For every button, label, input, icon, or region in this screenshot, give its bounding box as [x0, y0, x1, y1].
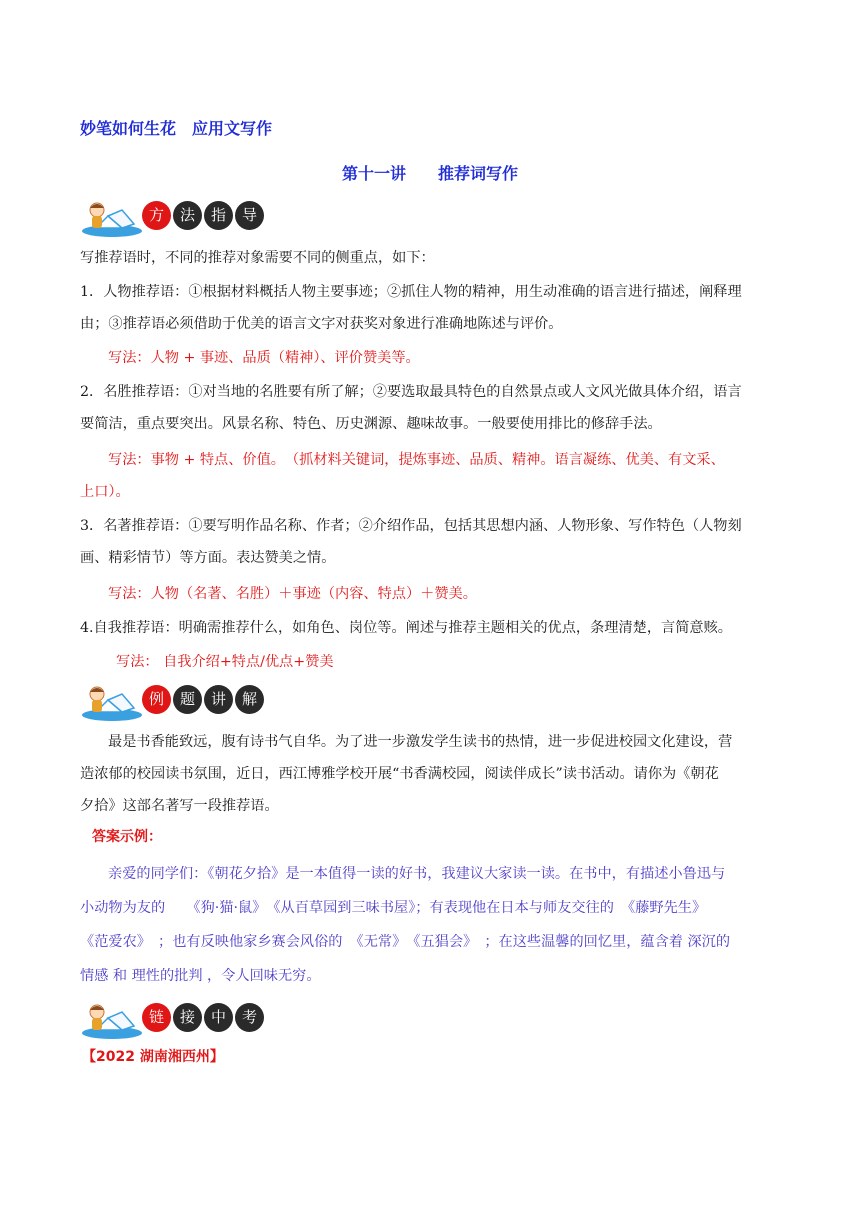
item1-line2: 由；③推荐语必须借助于优美的语言文字对获奖对象进行准确地陈述与评价。 [80, 316, 563, 332]
banner-char: 题 [173, 685, 202, 714]
banner-char: 解 [235, 685, 264, 714]
example-line2: 造浓郁的校园读书氛围，近日，西江博雅学校开展“书香满校园，阅读伴成长”读书活动。请你为《朝花 [80, 766, 719, 782]
item2-line1: 2．名胜推荐语：①对当地的名胜要有所了解；②要选取最具特色的自然景点或人文风光做具体介绍，语言 [80, 384, 742, 400]
method-guide-badges [142, 201, 266, 230]
banner-char: 指 [204, 201, 233, 230]
item2-method-line1: 写法：事物 + 特点、价值。 （抓材料关键词，提炼事迹、品质、精神。语言凝练、优美、有文采、 [108, 452, 725, 468]
item4-line1: 4.自我推荐语：明确需推荐什么，如角色、岗位等。阐述与推荐主题相关的优点，条理清楚，言简意赅。 [80, 620, 732, 636]
item2-line2: 要简洁，重点要突出。风景名称、特色、历史渊源、趣味故事。一般要使用排比的修辞手法。 [80, 416, 662, 432]
item3-line1: 3．名著推荐语：①要写明作品名称、作者；②介绍作品，包括其思想内涵、人物形象、写作特色（人物刻 [80, 518, 742, 534]
banner-char: 导 [235, 201, 264, 230]
banner-char: 例 [142, 685, 171, 714]
method-intro: 写推荐语时，不同的推荐对象需要不同的侧重点，如下： [80, 250, 435, 266]
answer-line4: 情感 和 理性的批判 ，令人回味无穷。 [80, 968, 321, 984]
banner-char: 中 [204, 1003, 233, 1032]
answer-line3: 《范爱农》 ；也有反映他家乡赛会风俗的 《无常》 《五猖会》 ；在这些温馨的回忆里，蕴含着 深沉的 [80, 934, 731, 950]
example-line3: 夕拾》这部名著写一段推荐语。 [80, 798, 279, 814]
example-badges [142, 685, 266, 714]
reading-child-icon [78, 198, 148, 238]
example-banner [78, 682, 278, 722]
banner-char: 法 [173, 201, 202, 230]
item2-method-line2: 上口）。 [80, 484, 130, 500]
banner-char: 链 [142, 1003, 171, 1032]
exam-link-badges [142, 1003, 266, 1032]
item1-line1: 1．人物推荐语：①根据材料概括人物主要事迹；②抓住人物的精神，用生动准确的语言进行描述，阐释理 [80, 284, 742, 300]
item3-method: 写法：人物（名著、名胜）＋事迹（内容、特点）＋赞美。 [108, 586, 477, 602]
exam-source-tag: 【2022 湖南湘西州】 [82, 1049, 224, 1065]
series-title: 妙笔如何生花 应用文写作 [80, 119, 273, 138]
banner-char: 考 [235, 1003, 264, 1032]
answer-heading: 答案示例： [92, 829, 162, 845]
banner-char: 讲 [204, 685, 233, 714]
method-guide-banner [78, 198, 278, 238]
answer-line2: 小动物为友的 《狗·猫·鼠》 《从百草园到三味书屋》；有表现他在日本与师友交往的 《藤野先生》 [80, 900, 707, 916]
item3-line2: 画、精彩情节）等方面。表达赞美之情。 [80, 550, 336, 566]
answer-line1: 亲爱的同学们：《朝花夕拾》是一本值得一读的好书，我建议大家读一读。在书中，有描述小鲁迅与 [108, 866, 726, 882]
exam-link-banner [78, 1000, 278, 1040]
item1-method: 写法：人物 + 事迹、品质（精神）、评价赞美等。 [108, 350, 420, 366]
banner-char: 方 [142, 201, 171, 230]
reading-child-icon [78, 682, 148, 722]
reading-child-icon [78, 1000, 148, 1040]
example-line1: 最是书香能致远，腹有诗书气自华。为了进一步激发学生读书的热情，进一步促进校园文化建设，营 [108, 734, 733, 750]
item4-method: 写法： 自我介绍+特点/优点+赞美 [116, 654, 334, 670]
banner-char: 接 [173, 1003, 202, 1032]
lecture-title: 第十一讲 推荐词写作 [341, 164, 518, 183]
